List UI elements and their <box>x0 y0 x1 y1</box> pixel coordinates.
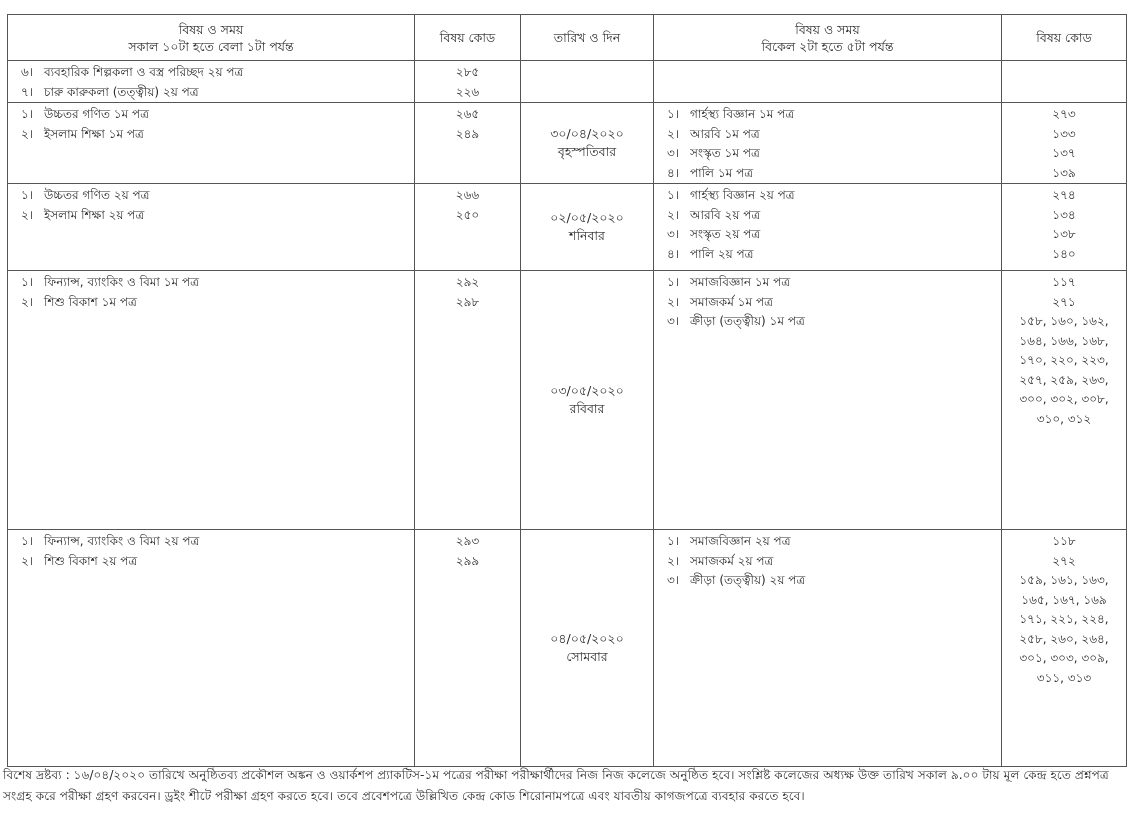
subject-name: উচ্চতর গণিত ২য় পত্র <box>44 188 150 202</box>
morning-subjects-cell <box>8 103 415 184</box>
header-morning-subject <box>8 15 415 61</box>
subject-code: ২৯৯ <box>455 553 480 568</box>
subject-item <box>654 225 1001 245</box>
subject-code: ২৮৫ <box>455 65 480 79</box>
subject-item <box>8 105 414 125</box>
table-row <box>8 61 1127 103</box>
morning-subjects-cell <box>8 184 415 271</box>
subject-code: ১১৮ <box>1052 534 1076 548</box>
header-date-day: তারিখ ও দিন <box>521 15 654 61</box>
exam-day: রবিবার <box>569 401 605 416</box>
exam-date: ০৪/০৫/২০২০ <box>550 631 624 646</box>
subject-code-list: ১৫৯, ১৬১, ১৬৩, ১৬৫, ১৬৭, ১৬৯ ১৭১, ২২১, ২২৪, ২৫৮, ২৬০, ২৬৪, ৩০১, ৩০৩, ৩০৯, ৩১১, ৩১৩ <box>1019 573 1109 685</box>
exam-date: ০৩/০৫/২০২০ <box>550 383 624 398</box>
date-cell <box>521 103 654 184</box>
subject-number: ৬। <box>21 65 34 79</box>
subject-number: ১। <box>21 275 34 289</box>
morning-subjects-cell <box>8 61 415 103</box>
subject-name: সমাজকর্ম ১ম পত্র <box>690 294 773 309</box>
afternoon-codes-cell <box>1002 271 1127 530</box>
subject-name: ক্রীড়া (তত্ত্বীয়) ১ম পত্র <box>690 314 805 328</box>
table-header-row <box>8 15 1127 61</box>
exam-day: শনিবার <box>569 228 605 243</box>
morning-codes-cell <box>415 103 521 184</box>
date-cell <box>521 530 654 767</box>
table-row <box>8 103 1127 184</box>
header-morning-subject-label: বিষয় ও সময় <box>178 21 244 37</box>
subject-number: ১। <box>21 188 34 202</box>
subject-name: পালি ১ম পত্র <box>690 165 754 180</box>
subject-item <box>654 571 1001 591</box>
table-row <box>8 184 1127 271</box>
subject-item <box>654 245 1001 265</box>
subject-code: ২৯২ <box>455 275 480 289</box>
subject-code: ২৪৯ <box>455 126 480 141</box>
subject-number: ২। <box>21 126 34 141</box>
subject-item <box>654 144 1001 164</box>
exam-day: সোমবার <box>566 649 608 664</box>
subject-item <box>654 293 1001 313</box>
subject-item <box>8 186 414 206</box>
morning-codes-cell <box>415 61 521 103</box>
subject-item <box>654 105 1001 125</box>
date-cell <box>521 271 654 530</box>
exam-date: ৩০/০৪/২০২০ <box>550 126 624 141</box>
header-morning-code: বিষয় কোড <box>415 15 521 61</box>
table-row <box>8 530 1127 767</box>
subject-code: ২৬৫ <box>455 107 480 121</box>
subject-code: ২৭২ <box>1052 553 1076 568</box>
subject-name: ফিন্যান্স, ব্যাংকিং ও বিমা ২য় পত্র <box>44 534 200 548</box>
subject-item <box>8 83 414 103</box>
afternoon-subjects-cell <box>654 184 1002 271</box>
subject-number: ১। <box>667 534 680 548</box>
subject-code-list: ১৫৮, ১৬০, ১৬২, ১৬৪, ১৬৬, ১৬৮, ১৭০, ২২০, ২২৩, ২৫৭, ২৫৯, ২৬৩, ৩০০, ৩০২, ৩০৮, ৩১০, ৩১২ <box>1019 314 1109 426</box>
header-afternoon-subject <box>654 15 1002 61</box>
subject-number: ৩। <box>667 146 680 160</box>
subject-code: ১৩৩ <box>1052 126 1076 141</box>
morning-codes-cell <box>415 271 521 530</box>
header-afternoon-subject-label: বিষয় ও সময় <box>795 21 860 37</box>
subject-code: ১৩৪ <box>1052 207 1076 222</box>
subject-code: ১৩৯ <box>1052 165 1076 180</box>
subject-name: সমাজবিজ্ঞান ২য় পত্র <box>690 534 791 548</box>
morning-codes-cell <box>415 530 521 767</box>
subject-item <box>654 273 1001 293</box>
subject-number: ২। <box>667 126 680 141</box>
exam-routine-table <box>7 14 1127 767</box>
table-row <box>8 271 1127 530</box>
special-note: বিশেষ দ্রষ্টব্য : ১৬/০৪/২০২০ তারিখে অনুষ্ঠিতব্য প্রকৌশল অঙ্কন ও ওয়ার্কশপ প্র্যাকটিস-১ম পত্রের পরীক্ষা পরীক্ষার্থীদের নিজ নিজ কলেজে অনুষ্ঠিত হবে। সংশ্লিষ্ট কলেজের অধ্যক্ষ উক্ত তারিখ সকাল ৯.০০ টায় মূল কেন্দ্র হতে প্রশ্নপত্র সংগ্রহ করে পরীক্ষা গ্রহণ করবেন। ড্রইং শীটে পরীক্ষা গ্রহণ করতে হবে। তবে প্রবেশপত্রে উল্লিখিত কেন্দ্র কোড শিরোনামপত্রে এবং যাবতীয় কাগজপত্রে ব্যবহার করতে হবে। <box>3 768 1109 803</box>
subject-name: পালি ২য় পত্র <box>690 246 754 261</box>
subject-item <box>654 206 1001 226</box>
subject-number: ১। <box>667 275 680 289</box>
subject-code: ২৭১ <box>1052 294 1076 309</box>
afternoon-subjects-cell <box>654 103 1002 184</box>
subject-name: চারু কারুকলা (তত্ত্বীয়) ২য় পত্র <box>44 84 199 99</box>
subject-number: ২। <box>21 207 34 222</box>
subject-code: ২৯৮ <box>455 294 480 309</box>
subject-item <box>654 532 1001 552</box>
subject-name: ইসলাম শিক্ষা ২য় পত্র <box>44 207 145 222</box>
subject-item <box>654 312 1001 332</box>
subject-name: উচ্চতর গণিত ১ম পত্র <box>44 107 149 121</box>
subject-item <box>8 293 414 313</box>
subject-code: ২৯৩ <box>455 534 480 548</box>
morning-subjects-cell <box>8 271 415 530</box>
subject-item <box>654 125 1001 145</box>
subject-name: আরবি ১ম পত্র <box>690 126 760 141</box>
afternoon-codes-cell <box>1002 184 1127 271</box>
subject-code: ২৫০ <box>455 207 480 222</box>
subject-name: ক্রীড়া (তত্ত্বীয়) ২য় পত্র <box>690 573 806 587</box>
subject-item <box>654 186 1001 206</box>
subject-item <box>8 125 414 145</box>
subject-number: ২। <box>667 294 680 309</box>
subject-item <box>654 164 1001 184</box>
subject-name: আরবি ২য় পত্র <box>690 207 761 222</box>
morning-codes-cell <box>415 184 521 271</box>
subject-number: ৩। <box>667 314 680 328</box>
afternoon-codes-cell <box>1002 103 1127 184</box>
subject-name: ফিন্যান্স, ব্যাংকিং ও বিমা ১ম পত্র <box>44 275 199 289</box>
subject-item <box>654 552 1001 572</box>
morning-subjects-cell <box>8 530 415 767</box>
subject-number: ২। <box>667 207 680 222</box>
subject-number: ৪। <box>667 246 680 261</box>
subject-code: ১৩৭ <box>1052 146 1076 160</box>
subject-name: গার্হস্থ্য বিজ্ঞান ১ম পত্র <box>690 107 795 121</box>
subject-item <box>8 273 414 293</box>
subject-name: সংস্কৃত ১ম পত্র <box>690 146 760 160</box>
subject-code: ২৭৩ <box>1052 107 1076 121</box>
subject-name: ব্যবহারিক শিল্পকলা ও বস্ত্র পরিচ্ছদ ২য় পত্র <box>44 65 244 79</box>
subject-number: ৪। <box>667 165 680 180</box>
header-afternoon-time: বিকেল ২টা হতে ৫টা পর্যন্ত <box>761 38 894 54</box>
subject-name: ইসলাম শিক্ষা ১ম পত্র <box>44 126 144 141</box>
subject-item <box>8 206 414 226</box>
date-cell <box>521 61 654 103</box>
subject-number: ৭। <box>21 84 34 99</box>
subject-item <box>8 532 414 552</box>
afternoon-subjects-cell <box>654 530 1002 767</box>
subject-number: ১। <box>667 188 680 202</box>
subject-name: সংস্কৃত ২য় পত্র <box>690 227 761 241</box>
subject-number: ২। <box>667 553 680 568</box>
subject-name: সমাজবিজ্ঞান ১ম পত্র <box>690 275 791 289</box>
afternoon-subjects-cell <box>654 61 1002 103</box>
subject-number: ১। <box>21 534 34 548</box>
subject-code: ২৭৪ <box>1052 188 1076 202</box>
exam-date: ০২/০৫/২০২০ <box>550 210 624 225</box>
subject-code: ২৬৬ <box>455 188 480 202</box>
subject-number: ২। <box>21 294 34 309</box>
subject-number: ৩। <box>667 573 680 587</box>
header-afternoon-code: বিষয় কোড <box>1002 15 1127 61</box>
subject-code: ১৪০ <box>1052 246 1076 261</box>
subject-number: ১। <box>667 107 680 121</box>
subject-item <box>8 63 414 83</box>
afternoon-codes-cell <box>1002 61 1127 103</box>
afternoon-subjects-cell <box>654 271 1002 530</box>
subject-name: গার্হস্থ্য বিজ্ঞান ২য় পত্র <box>690 188 795 202</box>
subject-item <box>8 552 414 572</box>
exam-day: বৃহস্পতিবার <box>557 144 617 159</box>
subject-name: শিশু বিকাশ ২য় পত্র <box>44 553 138 568</box>
subject-number: ২। <box>21 553 34 568</box>
afternoon-codes-cell <box>1002 530 1127 767</box>
subject-name: শিশু বিকাশ ১ম পত্র <box>44 294 137 309</box>
subject-code: ১১৭ <box>1052 275 1076 289</box>
subject-number: ১। <box>21 107 34 121</box>
header-morning-time: সকাল ১০টা হতে বেলা ১টা পর্যন্ত <box>128 38 294 54</box>
subject-code: ১৩৮ <box>1052 227 1076 241</box>
date-cell <box>521 184 654 271</box>
subject-name: সমাজকর্ম ২য় পত্র <box>690 553 774 568</box>
subject-code: ২২৬ <box>455 84 480 99</box>
subject-number: ৩। <box>667 227 680 241</box>
